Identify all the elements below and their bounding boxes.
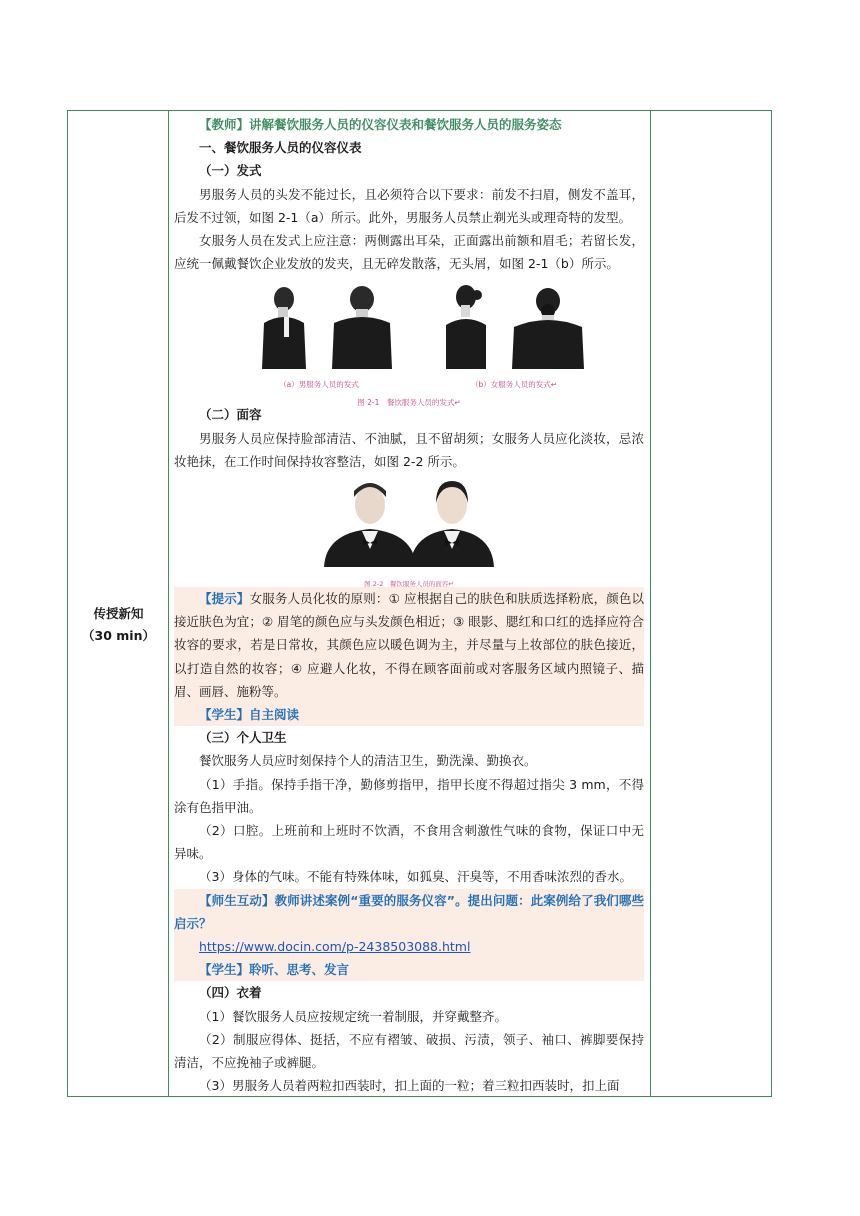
content-cell — [174, 113, 644, 1098]
figure-title: 图 2-2 餐饮服务人员的面容↵ — [364, 580, 454, 589]
figure-hair — [174, 277, 644, 408]
column-divider — [650, 111, 651, 1096]
paragraph: （1）手指。保持手指干净，勤修剪指甲，指甲长度不得超过指尖 3 mm，不得涂有色指甲油。 — [174, 776, 644, 815]
paragraph: 女服务人员在发式上应注意：两侧露出耳朵，正面露出前额和眉毛；若留长发，应统一佩戴餐饮企业发放的发夹，且无碎发散落，无头屑，如图 2-1（b）所示。 — [174, 233, 644, 272]
tip-text: 女服务人员化妆的原则：① 应根据自己的肤色和肤质选择粉底，颜色以接近肤色为宜；② 眉笔的颜色应与头发颜色相近；③ 眼影、腮红和口红的选择应符合妆容的要求，若是日常妆，其颜色应以暖色调为主，并尽量与上妆部位的肤色接近，以打造自然的妆容；④ 应避人化妆，不得在顾客面前或对客服务区域内照镜子、描眉、画唇、施粉等。 — [174, 591, 644, 699]
subheading-clothes: （四）衣着 — [199, 985, 262, 1001]
paragraph: （2）口腔。上班前和上班时不饮酒，不食用含刺激性气味的食物，保证口中无异味。 — [174, 823, 644, 862]
paragraph: （2）制服应得体、挺括，不应有褶皱、破损、污渍，领子、袖口、裤脚要保持清洁，不应挽袖子或裤腿。 — [174, 1031, 644, 1071]
interaction-box — [174, 889, 644, 982]
female-face-photo — [410, 481, 494, 567]
tip-box — [174, 587, 644, 726]
male-side-photo — [262, 287, 306, 369]
male-back-photo — [332, 286, 392, 369]
subheading-face: （二）面容 — [199, 407, 262, 423]
section-cell — [68, 111, 169, 1096]
female-side-photo — [446, 285, 486, 369]
interaction-text: 【师生互动】教师讲述案例“重要的服务仪容”。提出问题：此案例给了我们哪些启示？ — [174, 892, 644, 931]
paragraph: （3）身体的气味。不能有特殊体味，如狐臭、汗臭等，不用香味浓烈的香水。 — [199, 869, 632, 885]
tip-label: 【提示】 — [199, 591, 250, 607]
paragraph: 男服务人员应保持脸部清洁、不油腻，且不留胡须；女服务人员应化淡妆，忌浓妆艳抹，在工作时间保持妆容整洁，如图 2-2 所示。 — [174, 430, 644, 469]
teacher-heading: 【教师】讲解餐饮服务人员的仪容仪表和餐饮服务人员的服务姿态 — [199, 117, 562, 132]
figure-caption-b: （b）女服务人员的发式↵ — [470, 380, 558, 390]
tip-paragraph — [174, 587, 644, 703]
lesson-table — [67, 110, 772, 1097]
paragraph: （1）餐饮服务人员应按规定统一着制服，并穿戴整齐。 — [199, 1008, 507, 1024]
male-face-photo — [324, 483, 416, 567]
student-reading: 【学生】自主阅读 — [199, 707, 300, 723]
case-link[interactable]: https://www.docin.com/p-2438503088.html — [199, 939, 471, 955]
face-photos — [174, 475, 644, 567]
female-back-photo — [512, 288, 584, 369]
section-heading: 一、餐饮服务人员的仪容仪表 — [199, 140, 362, 156]
figure-title: 图 2-1 餐饮服务人员的发式↵ — [357, 398, 461, 408]
figure-caption-a: （a）男服务人员的发式 — [279, 380, 359, 390]
case-link-row — [174, 935, 644, 958]
paragraph: 男服务人员的头发不能过长，且必须符合以下要求：前发不扫眉，侧发不盖耳，后发不过领，如图 2-1（a）所示。此外，男服务人员禁止剃光头或理奇特的发型。 — [174, 186, 644, 225]
paragraph: 餐饮服务人员应时刻保持个人的清洁卫生，勤洗澡、勤换衣。 — [199, 753, 537, 769]
subheading-hygiene: （三）个人卫生 — [199, 730, 287, 746]
subheading-hair: （一）发式 — [199, 163, 262, 179]
paragraph: （3）男服务人员着两粒扣西装时，扣上面的一粒；着三粒扣西装时，扣上面 — [199, 1078, 620, 1094]
figure-face — [174, 475, 644, 587]
section-label: 传授新知 （30 min） — [82, 606, 155, 643]
student-response: 【学生】聆听、思考、发言 — [199, 962, 350, 978]
hair-photos — [174, 277, 644, 377]
